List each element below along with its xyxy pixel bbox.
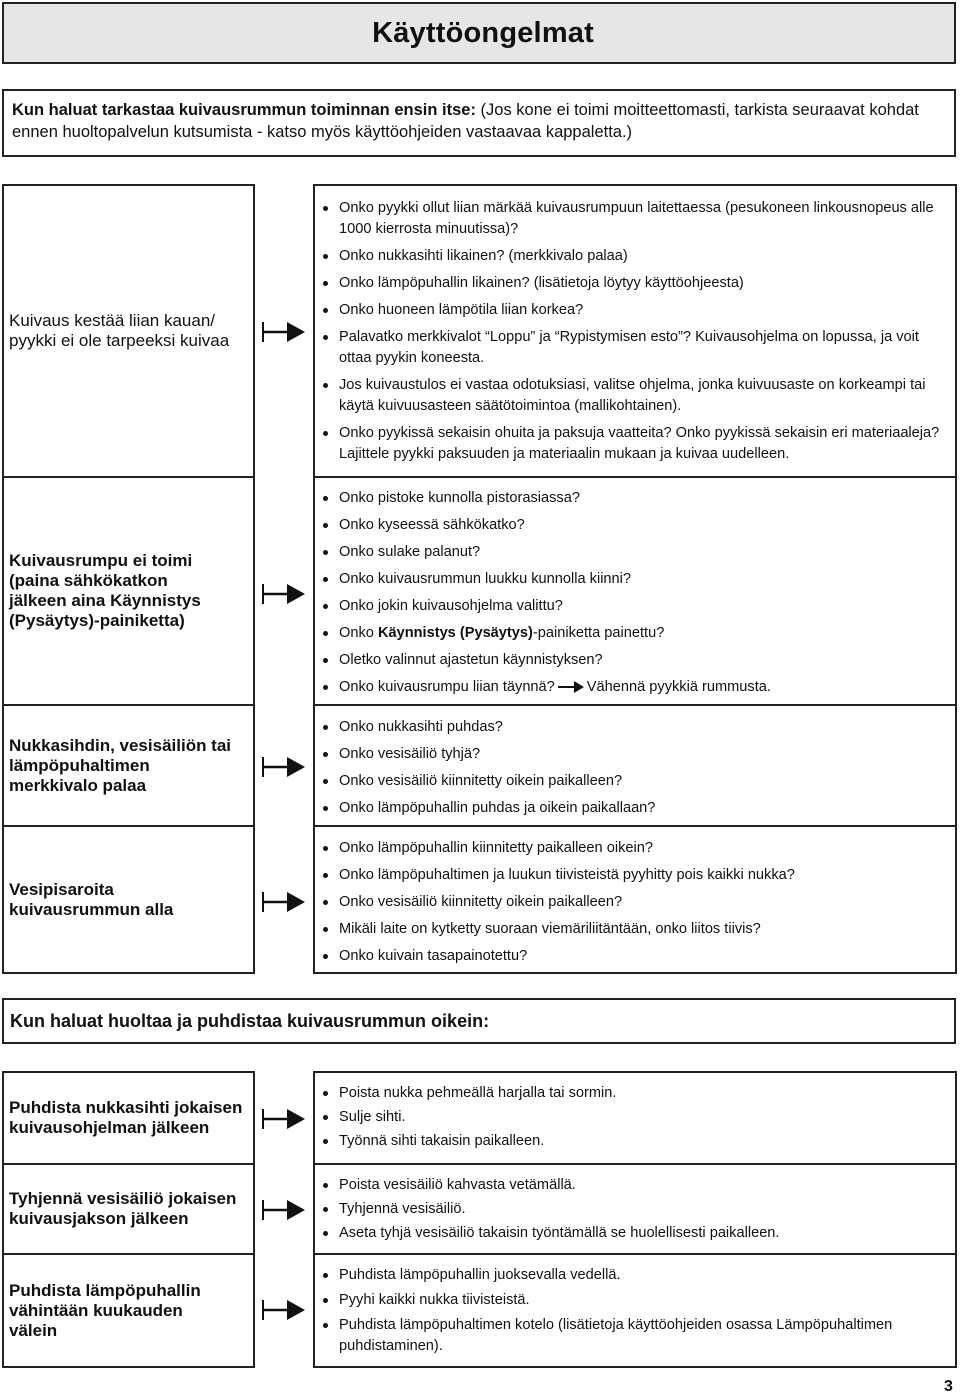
arrow-right-icon bbox=[261, 1105, 307, 1133]
page-title-box bbox=[2, 2, 956, 64]
list-item: Onko lämpöpuhallin kiinnitetty paikalleen oikein? bbox=[321, 838, 949, 859]
list-item: Onko pyykissä sekaisin ohuita ja paksuja vaatteita? Onko pyykissä sekaisin eri materiaaleja? Lajittele pyykki paksuuden ja materiaalin mukaan ja kuivaa uudelleen. bbox=[321, 423, 949, 465]
start-button-name: Käynnistys (Pysäytys) bbox=[377, 625, 533, 641]
intro-heading: Kun haluat tarkastaa kuivausrummun toiminnan ensin itse: bbox=[12, 101, 476, 119]
list-item: Puhdista lämpöpuhallin juoksevalla vedellä. bbox=[321, 1265, 949, 1286]
maintenance-heading: Kun haluat huoltaa ja puhdistaa kuivausrummun oikein: bbox=[10, 1010, 490, 1031]
list-item bbox=[321, 677, 949, 698]
check-list bbox=[321, 488, 949, 698]
intro-text: (Jos kone ei toimi moitteettomasti, tarkista seuraavat kohdat ennen huoltopalvelun kutsumista - katso myös käyttöohjeiden vastaavaa kappaletta.) bbox=[12, 101, 919, 141]
maintenance-label: Puhdista nukkasihti jokaisen kuivausohjelman jälkeen bbox=[9, 1098, 243, 1137]
maintenance-steps-box bbox=[313, 1163, 957, 1253]
list-item: Onko nukkasihti puhdas? bbox=[321, 717, 949, 738]
list-item: Puhdista lämpöpuhaltimen kotelo (lisätietoja käyttöohjeiden osassa Lämpöpuhaltimen puhdistaminen). bbox=[321, 1315, 949, 1357]
step-list bbox=[321, 1265, 949, 1357]
page-number: 3 bbox=[944, 1378, 953, 1395]
list-item: Onko vesisäiliö tyhjä? bbox=[321, 744, 949, 765]
maintenance-heading-box bbox=[2, 998, 956, 1044]
arrow-right-icon bbox=[261, 888, 307, 916]
arrow-right-icon bbox=[261, 580, 307, 608]
list-item: Jos kuivaustulos ei vastaa odotuksiasi, valitse ohjelma, jonka kuivuusaste on korkeampi tai käytä kuivuusasteen säätötoimintoa (mallikohtainen). bbox=[321, 375, 949, 417]
list-item: Onko kyseessä sähkökatko? bbox=[321, 515, 949, 536]
maintenance-label: Tyhjennä vesisäiliö jokaisen kuivausjakson jälkeen bbox=[9, 1189, 237, 1228]
problem-label: Kuivausrumpu ei toimi (paina sähkökatkon jälkeen aina Käynnistys (Pysäytys)-painiketta) bbox=[9, 551, 201, 630]
maintenance-steps-box bbox=[313, 1071, 957, 1163]
list-item-text: Onko bbox=[339, 625, 378, 641]
step-list bbox=[321, 1083, 949, 1152]
list-item: Oletko valinnut ajastetun käynnistyksen? bbox=[321, 650, 949, 671]
list-item-text: Vähennä pyykkiä rummusta. bbox=[586, 679, 771, 695]
check-list bbox=[321, 717, 949, 819]
problem-label-box bbox=[2, 825, 255, 974]
list-item: Onko pyykki ollut liian märkää kuivausrumpuun laitettaessa (pesukoneen linkousnopeus alle 1000 kierrosta minuutissa)? bbox=[321, 198, 949, 240]
list-item: Onko lämpöpuhallin puhdas ja oikein paikallaan? bbox=[321, 798, 949, 819]
list-item bbox=[321, 623, 949, 644]
problem-label-box bbox=[2, 704, 255, 825]
list-item: Onko sulake palanut? bbox=[321, 542, 949, 563]
page-title: Käyttöongelmat bbox=[372, 16, 594, 49]
problem-label: Nukkasihdin, vesisäiliön tai lämpöpuhaltimen merkkivalo palaa bbox=[9, 735, 232, 795]
problem-label-box bbox=[2, 184, 255, 476]
list-item: Palavatko merkkivalot “Loppu” ja “Rypistymisen esto”? Kuivausohjelma on lopussa, ja voit ottaa pyykin koneesta. bbox=[321, 327, 949, 369]
arrow-right-icon bbox=[261, 1296, 307, 1324]
list-item: Onko lämpöpuhallin likainen? (lisätietoja löytyy käyttöohjeesta) bbox=[321, 273, 949, 294]
check-list bbox=[321, 838, 949, 967]
list-item: Poista vesisäiliö kahvasta vetämällä. bbox=[321, 1175, 949, 1196]
arrow-right-icon bbox=[261, 753, 307, 781]
arrow-right-icon bbox=[261, 1196, 307, 1224]
list-item: Onko jokin kuivausohjelma valittu? bbox=[321, 596, 949, 617]
list-item: Aseta tyhjä vesisäiliö takaisin työntämällä se huolellisesti paikalleen. bbox=[321, 1223, 949, 1244]
arrow-right-icon bbox=[261, 318, 307, 346]
problem-checks-box bbox=[313, 704, 957, 825]
list-item: Pyyhi kaikki nukka tiivisteistä. bbox=[321, 1290, 949, 1311]
maintenance-steps-box bbox=[313, 1253, 957, 1368]
list-item: Onko lämpöpuhaltimen ja luukun tiivisteistä pyyhitty pois kaikki nukka? bbox=[321, 865, 949, 886]
list-item-text: -painiketta painettu? bbox=[532, 625, 665, 641]
inline-arrow-icon bbox=[557, 680, 585, 694]
maintenance-label-box bbox=[2, 1163, 255, 1253]
list-item: Mikäli laite on kytketty suoraan viemäriliitäntään, onko liitos tiivis? bbox=[321, 919, 949, 940]
list-item: Onko vesisäiliö kiinnitetty oikein paikalleen? bbox=[321, 771, 949, 792]
problem-label-box bbox=[2, 476, 255, 704]
maintenance-label-box bbox=[2, 1253, 255, 1368]
list-item: Onko nukkasihti likainen? (merkkivalo palaa) bbox=[321, 246, 949, 267]
maintenance-label: Puhdista lämpöpuhallin vähintään kuukauden välein bbox=[9, 1280, 201, 1340]
list-item-text: Onko kuivausrumpu liian täynnä? bbox=[339, 679, 555, 695]
problem-checks-box bbox=[313, 825, 957, 974]
list-item: Onko kuivain tasapainotettu? bbox=[321, 946, 949, 967]
list-item: Onko vesisäiliö kiinnitetty oikein paikalleen? bbox=[321, 892, 949, 913]
list-item: Tyhjennä vesisäiliö. bbox=[321, 1199, 949, 1220]
check-list bbox=[321, 198, 949, 465]
list-item: Poista nukka pehmeällä harjalla tai sormin. bbox=[321, 1083, 949, 1104]
list-item: Sulje sihti. bbox=[321, 1107, 949, 1128]
list-item: Työnnä sihti takaisin paikalleen. bbox=[321, 1131, 949, 1152]
step-list bbox=[321, 1175, 949, 1244]
intro-box bbox=[2, 89, 956, 157]
problem-label: Kuivaus kestää liian kauan/ pyykki ei ole tarpeeksi kuivaa bbox=[9, 311, 230, 350]
problem-checks-box bbox=[313, 476, 957, 704]
list-item: Onko pistoke kunnolla pistorasiassa? bbox=[321, 488, 949, 509]
problem-label: Vesipisaroita kuivausrummun alla bbox=[9, 879, 174, 919]
list-item: Onko kuivausrummun luukku kunnolla kiinni? bbox=[321, 569, 949, 590]
problem-checks-box bbox=[313, 184, 957, 476]
maintenance-label-box bbox=[2, 1071, 255, 1163]
list-item: Onko huoneen lämpötila liian korkea? bbox=[321, 300, 949, 321]
